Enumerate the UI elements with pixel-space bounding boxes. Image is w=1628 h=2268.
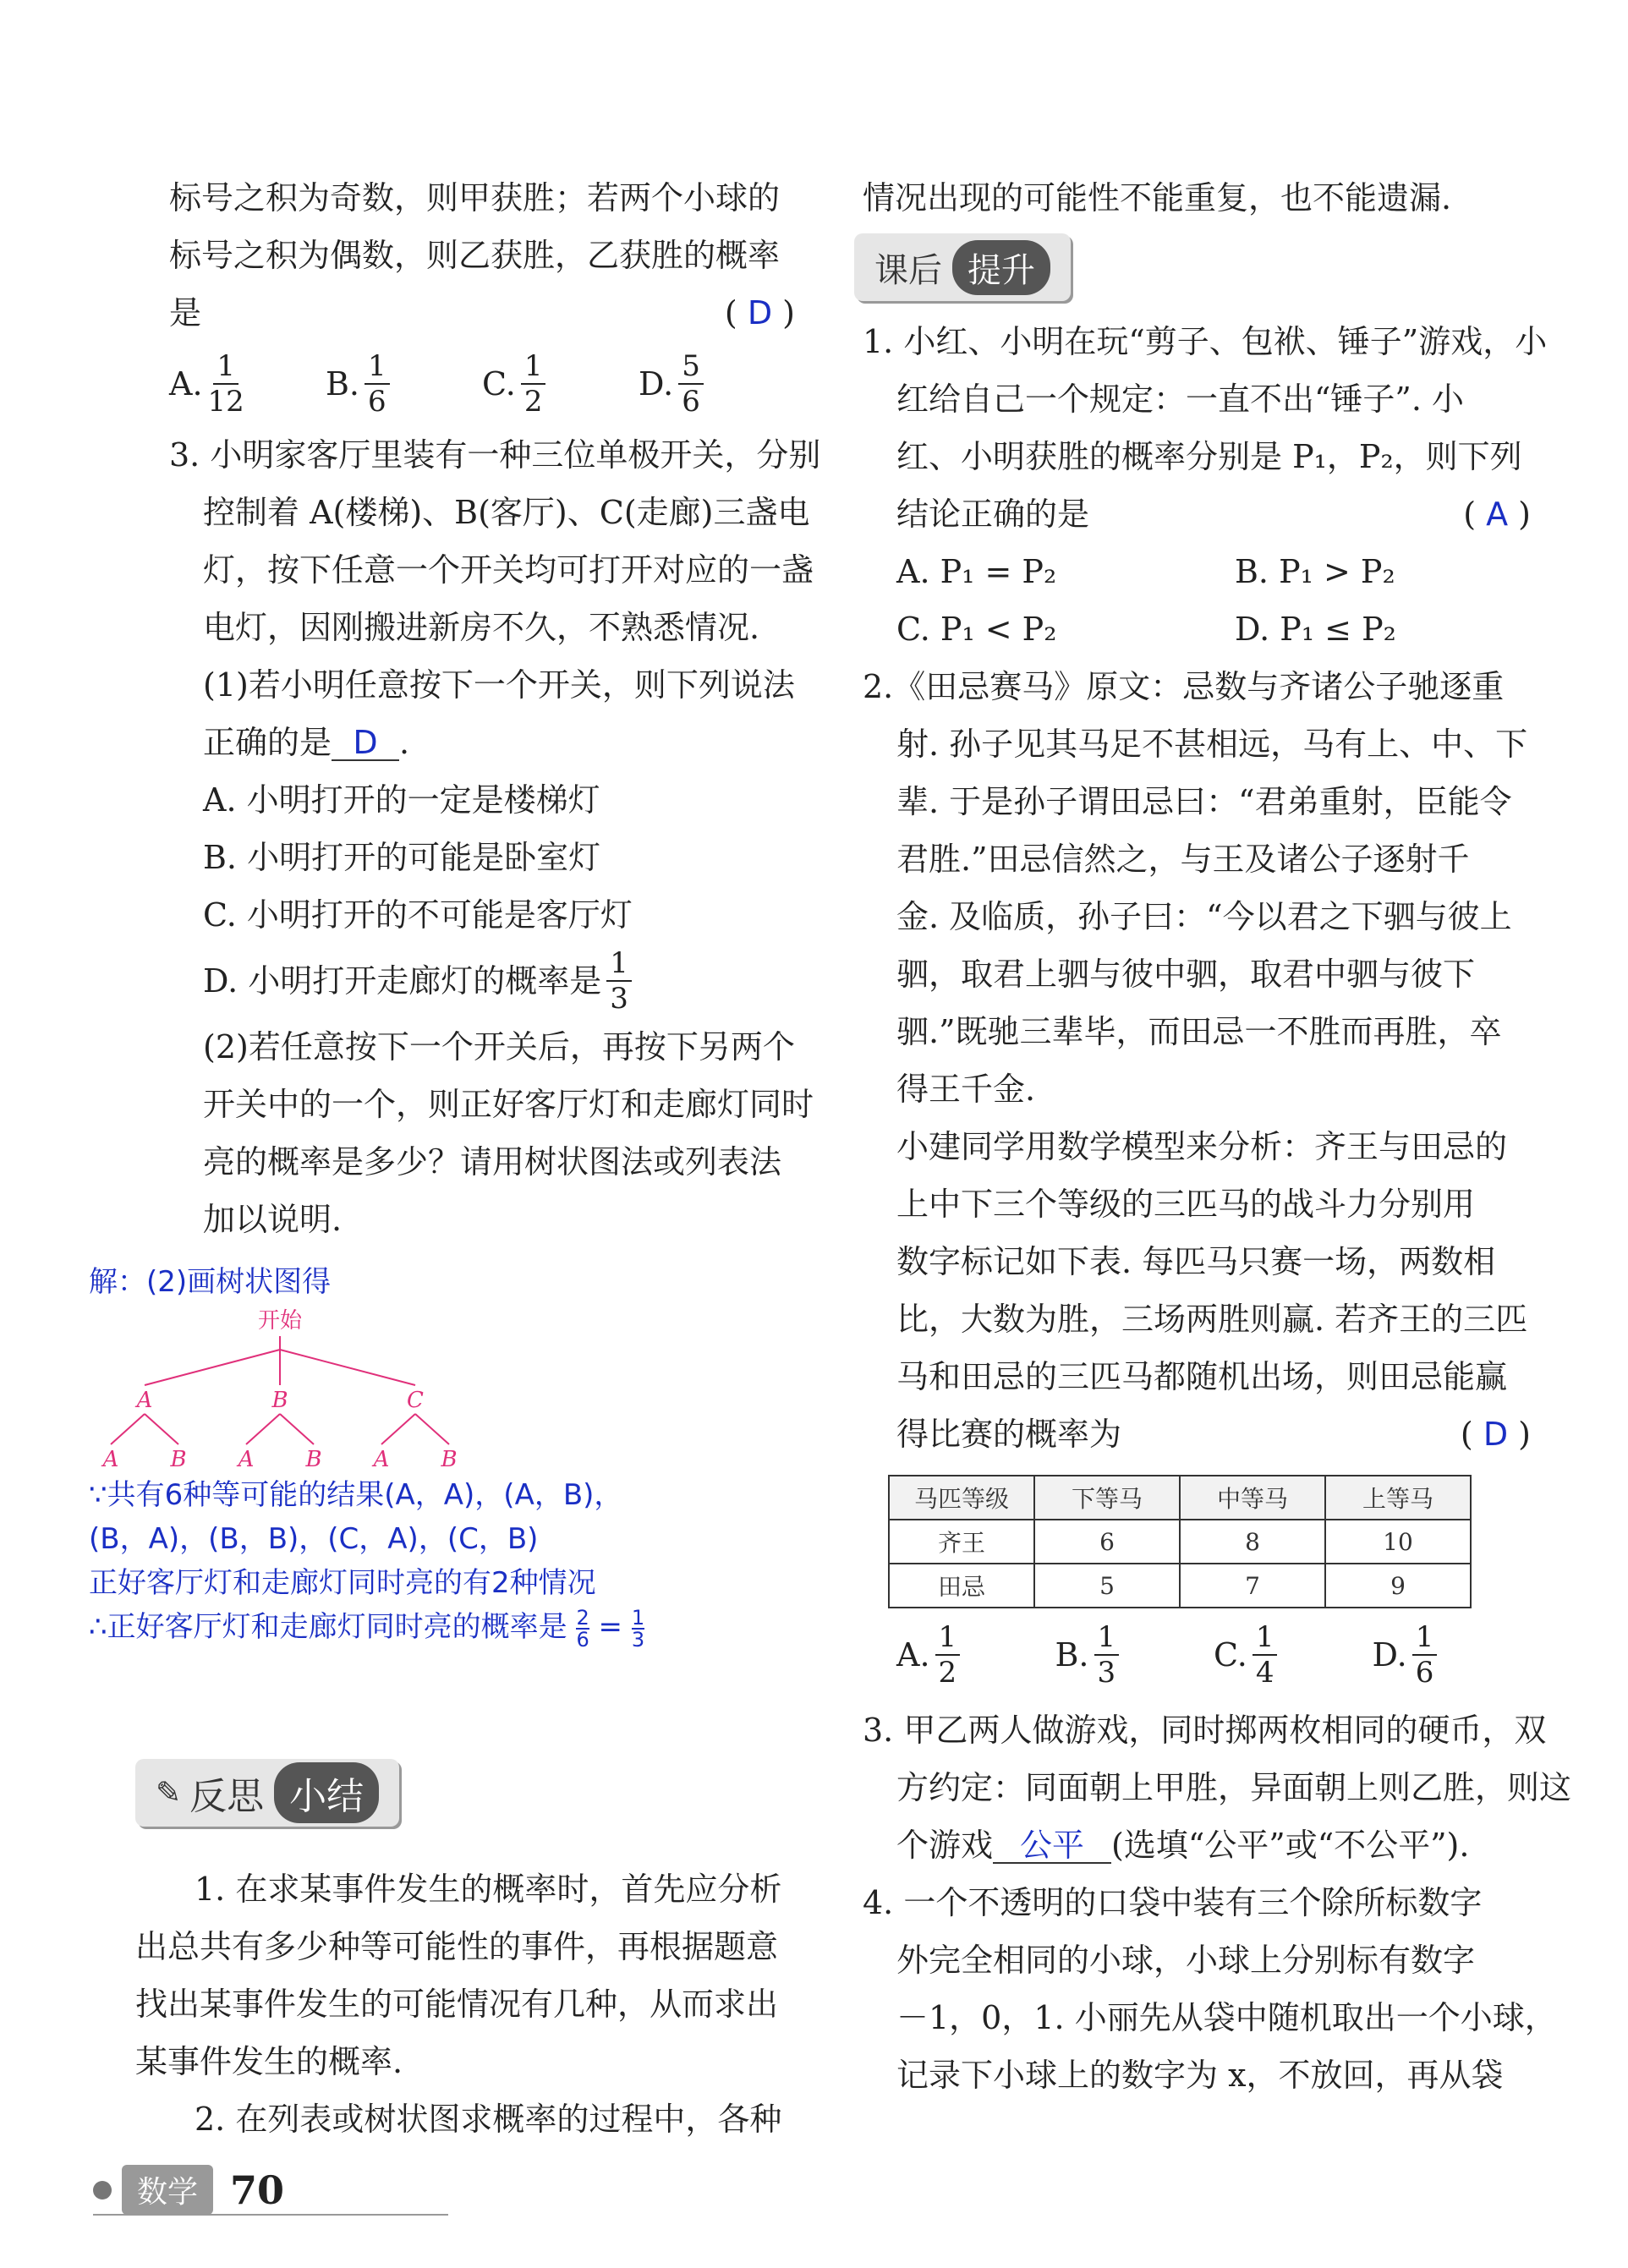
- rq1-option-c: C. P₁ < P₂: [896, 611, 1057, 648]
- tree-node-l1: B: [271, 1388, 288, 1413]
- option-fraction: [1412, 1620, 1438, 1690]
- solution-fraction: [576, 1605, 589, 1652]
- bullet-icon: [93, 2181, 112, 2200]
- q2-cont-line: 标号之积为奇数，则甲获胜；若两个小球的: [169, 179, 781, 216]
- q2-option-c: [482, 349, 639, 419]
- q2-answer: D: [747, 294, 773, 331]
- table-row: [889, 1520, 1471, 1564]
- q3-2-line: 加以说明.: [203, 1201, 343, 1238]
- q2-cont-text: 是: [169, 294, 202, 331]
- page-footer: [93, 2165, 284, 2215]
- pen-icon: ✎: [156, 1775, 182, 1811]
- reflect-section: [135, 1759, 803, 2148]
- page-number: 70: [230, 2167, 285, 2213]
- q3-1-line: 正确的是 D .: [203, 724, 410, 761]
- reflect-highlight: 小结: [274, 1762, 379, 1823]
- rq1-answer-paren: ( A ): [1463, 496, 1531, 533]
- rq1-line: 红、小明获胜的概率分别是 P₁，P₂，则下列: [896, 438, 1522, 475]
- fraction-den: 3: [1097, 1656, 1116, 1690]
- after-class-banner-wrap: [854, 233, 1531, 301]
- rq2-answer: D: [1483, 1416, 1509, 1453]
- option-label: C.: [482, 365, 516, 403]
- q3-1-option-b: B. 小明打开的可能是卧室灯: [203, 839, 601, 876]
- q3-1-option-c: C. 小明打开的不可能是客厅灯: [203, 896, 633, 934]
- option-label: C.: [1214, 1636, 1247, 1674]
- rq2-line: 君胜.”田忌信然之，与王及诸公子逐射千: [896, 841, 1470, 878]
- option-fraction: [935, 1620, 961, 1690]
- rq1-option-d: D. P₁ ≤ P₂: [1235, 611, 1396, 648]
- fraction-den: 2: [523, 385, 543, 419]
- rq3-line: [863, 1816, 1531, 1874]
- rq2-line: 上中下三个等级的三匹马的战斗力分别用: [896, 1186, 1476, 1223]
- rq4-line: 外完全相同的小球，小球上分别标有数字: [896, 1942, 1476, 1979]
- table-row: [889, 1564, 1471, 1608]
- solution-final: [89, 1605, 782, 1650]
- footer-rule: [93, 2214, 448, 2216]
- rq2-line: 驷.”既驰三辈毕，而田忌一不胜而再胜，卒: [896, 1013, 1502, 1050]
- reflect-line: 某事件发生的概率.: [135, 2043, 403, 2080]
- q3-line: 电灯，因刚搬进新房不久，不熟悉情况.: [203, 609, 760, 646]
- fraction-den: 4: [1255, 1656, 1274, 1690]
- option-label: B.: [326, 365, 360, 403]
- q2-option-a: [169, 349, 326, 419]
- solution-fraction: [631, 1605, 645, 1652]
- q3-1-option-d-text: D. 小明打开走廊灯的概率是: [203, 962, 602, 1000]
- fraction-den: 6: [368, 385, 386, 419]
- fraction-den: 2: [938, 1656, 957, 1690]
- rq2-line: 得王千金.: [896, 1071, 1036, 1108]
- q3-2-line: 亮的概率是多少？请用树状图法或列表法: [203, 1143, 782, 1181]
- rq4-line: －1，0，1. 小丽先从袋中随机取出一个小球，: [896, 1999, 1557, 2036]
- q3-line: 灯，按下任意一个开关均可打开对应的一盏: [203, 551, 814, 589]
- tree-edge: [145, 1414, 178, 1444]
- rq4-line: 记录下小球上的数字为 x，不放回，再从袋: [896, 2057, 1504, 2094]
- q3-1-text: 正确的是: [203, 724, 332, 761]
- option-fraction: [1094, 1620, 1120, 1690]
- table-header: 中等马: [1180, 1476, 1325, 1520]
- rq2-option-b: [1055, 1620, 1214, 1690]
- table-header: 马匹等级: [889, 1476, 1034, 1520]
- rq3-line: 方约定：同面朝上甲胜，异面朝上则乙胜，则这: [896, 1769, 1572, 1806]
- rq2-option-c: [1214, 1620, 1373, 1690]
- rq2-line: 金. 及临质，孙子曰：“今以君之下驷与彼上: [896, 898, 1512, 935]
- fraction-num: 1: [365, 349, 390, 385]
- fraction-num: 1: [1253, 1620, 1278, 1656]
- fraction-num: 1: [631, 1605, 645, 1630]
- tree-edge: [381, 1414, 415, 1444]
- solution-line: ∵共有6种等可能的结果(A，A)，(A，B)，: [89, 1478, 623, 1512]
- fraction-num: 5: [678, 349, 704, 385]
- fraction-den: 6: [1415, 1656, 1434, 1690]
- solution-line: 正好客厅灯和走廊灯同时亮的有2种情况: [89, 1566, 596, 1600]
- reflect-title: 反思: [189, 1775, 265, 1818]
- rq1-line: 红给自己一个规定：一直不出“锤子”. 小: [896, 381, 1465, 418]
- option-label: B.: [1055, 1636, 1089, 1674]
- rq2-line: [863, 1405, 1531, 1463]
- fraction-num: 1: [1094, 1620, 1120, 1656]
- rq3-prefix: 个游戏: [896, 1827, 994, 1864]
- table-header: 下等马: [1034, 1476, 1180, 1520]
- rq2-line: 射. 孙子见其马足不甚相远，马有上、中、下: [896, 726, 1528, 763]
- option-fraction: [365, 349, 390, 419]
- tree-node-l1: C: [407, 1388, 424, 1413]
- table-header-row: [889, 1476, 1471, 1520]
- option-label: D.: [639, 365, 674, 403]
- solution-equals: =: [598, 1610, 623, 1644]
- fraction-num: 1: [521, 349, 546, 385]
- option-label: A.: [169, 365, 203, 403]
- rq2-answer-paren: ( D ): [1460, 1416, 1531, 1453]
- reflect-line: 1. 在求某事件发生的概率时，首先应分析: [195, 1871, 782, 1908]
- option-label: A.: [896, 1636, 930, 1674]
- horse-table: [888, 1475, 1472, 1608]
- tree-node-l2: A: [102, 1447, 119, 1472]
- cont-line: 情况出现的可能性不能重复，也不能遗漏.: [863, 179, 1452, 216]
- rq2-option-d: [1373, 1620, 1532, 1690]
- after-class-banner: [854, 233, 1071, 301]
- fraction-den: 3: [610, 982, 628, 1016]
- option-fraction: [678, 349, 704, 419]
- q2-cont-line: [169, 284, 795, 342]
- fraction-num: 1: [213, 349, 238, 385]
- table-cell: 田忌: [889, 1564, 1034, 1608]
- rq2-line: 数字标记如下表. 每匹马只赛一场，两数相: [896, 1243, 1496, 1280]
- tree-diagram: [89, 1304, 478, 1473]
- tree-node-l2: B: [441, 1447, 458, 1472]
- q3-1-answer: D: [332, 726, 399, 761]
- option-fraction: [1253, 1620, 1278, 1690]
- solution-final-text: ∴正好客厅灯和走廊灯同时亮的概率是: [89, 1610, 567, 1644]
- table-cell: 10: [1325, 1520, 1471, 1564]
- reflect-line: 找出某事件发生的可能情况有几种，从而求出: [135, 1986, 779, 2023]
- q3-1-option-a: A. 小明打开的一定是楼梯灯: [203, 781, 600, 819]
- rq1-option-a: A. P₁ = P₂: [896, 553, 1057, 590]
- tree-edge: [246, 1414, 280, 1444]
- q2-cont-line: 标号之积为偶数，则乙获胜，乙获胜的概率: [169, 237, 781, 274]
- fraction-num: 1: [1412, 1620, 1438, 1656]
- table-cell: 7: [1180, 1564, 1325, 1608]
- rq2-line: 马和田忌的三匹马都随机出场，则田忌能赢: [896, 1358, 1508, 1395]
- q2-option-b: [326, 349, 482, 419]
- rq1-line: [863, 485, 1531, 543]
- solution-block: [89, 1260, 782, 1650]
- tree-node-l2: A: [238, 1447, 255, 1472]
- q2-options: [169, 342, 795, 426]
- rq1-options-row: [863, 543, 1531, 600]
- q3-2-line: (2)若任意按下一个开关后，再按下另两个: [203, 1028, 795, 1066]
- tree-node-l2: A: [373, 1447, 390, 1472]
- rq1-options-row: [863, 600, 1531, 658]
- rq2-line: 2.《田忌赛马》原文：忌数与齐诸公子驰逐重: [863, 668, 1505, 705]
- table-cell: 8: [1180, 1520, 1325, 1564]
- reflect-line: 2. 在列表或树状图求概率的过程中，各种: [195, 2101, 782, 2138]
- tree-edge: [145, 1350, 280, 1385]
- rq1-text: 结论正确的是: [896, 496, 1090, 533]
- rq1-answer: A: [1486, 496, 1509, 533]
- rq3-line: 3. 甲乙两人做游戏，同时掷两枚相同的硬币，双: [863, 1712, 1547, 1749]
- table-cell: 9: [1325, 1564, 1471, 1608]
- table-header: 上等马: [1325, 1476, 1471, 1520]
- q3-line: 控制着 A(楼梯)、B(客厅)、C(走廊)三盏电: [203, 494, 810, 531]
- fraction-den: 12: [207, 385, 244, 419]
- rq3-suffix: (选填“公平”或“不公平”).: [1111, 1827, 1470, 1864]
- q3-2-line: 开关中的一个，则正好客厅灯和走廊灯同时: [203, 1086, 814, 1123]
- rq2-options: [863, 1608, 1531, 1701]
- banner-highlight: 提升: [952, 240, 1050, 295]
- table-cell: 齐王: [889, 1520, 1034, 1564]
- rq4-line: 4. 一个不透明的口袋中装有三个除所标数字: [863, 1884, 1483, 1921]
- table-cell: 5: [1034, 1564, 1180, 1608]
- tree-node-l2: B: [170, 1447, 187, 1472]
- q2-option-d: [639, 349, 795, 419]
- option-fraction: [521, 349, 546, 419]
- tree-node-l2: B: [305, 1447, 322, 1472]
- reflect-line: 出总共有多少种等可能性的事件，再根据题意: [135, 1928, 779, 1965]
- solution-intro: 解：(2)画树状图得: [89, 1265, 332, 1299]
- tree-node-l1: A: [136, 1388, 153, 1413]
- rq1-option-b: B. P₁ > P₂: [1235, 553, 1395, 590]
- solution-line: (B，A)，(B，B)，(C，A)，(C，B): [89, 1522, 539, 1556]
- rq2-line: 驷，取君上驷与彼中驷，取君中驷与彼下: [896, 956, 1476, 993]
- q3-1-option-d: [169, 944, 795, 1018]
- fraction-num: 1: [935, 1620, 961, 1656]
- option-fraction: [606, 946, 632, 1016]
- option-label: D.: [1372, 1636, 1407, 1674]
- reflect-banner: [135, 1759, 399, 1827]
- fraction-den: 6: [576, 1627, 589, 1652]
- rq2-line: 比，大数为胜，三场两胜则赢. 若齐王的三匹: [896, 1301, 1528, 1338]
- subject-tab: 数学: [122, 2165, 213, 2215]
- tree-edge: [415, 1414, 449, 1444]
- tree-edge: [280, 1350, 415, 1385]
- right-column: [863, 169, 1572, 2104]
- rq2-option-a: [896, 1620, 1055, 1690]
- rq3-answer: 公平: [993, 1828, 1111, 1864]
- fraction-num: 2: [576, 1605, 589, 1630]
- tree-edge: [111, 1414, 145, 1444]
- table-cell: 6: [1034, 1520, 1180, 1564]
- fraction-den: 3: [631, 1627, 645, 1652]
- fraction-num: 1: [606, 946, 632, 982]
- left-column: [169, 169, 821, 1248]
- option-fraction: [208, 349, 244, 419]
- q3-line: 3. 小明家客厅里装有一种三位单极开关，分别: [169, 436, 821, 474]
- fraction-den: 6: [682, 385, 700, 419]
- rq2-line: 辈. 于是孙子谓田忌曰：“君弟重射，臣能令: [896, 783, 1512, 820]
- banner-title: 课后: [874, 250, 942, 290]
- tree-edge: [280, 1414, 314, 1444]
- rq1-line: 1. 小红、小明在玩“剪子、包袱、锤子”游戏，小: [863, 323, 1548, 360]
- q3-1-line: (1)若小明任意按下一个开关，则下列说法: [203, 666, 795, 704]
- q2-answer-paren: ( D ): [724, 294, 795, 331]
- tree-root: 开始: [257, 1308, 303, 1334]
- rq2-text: 得比赛的概率为: [896, 1416, 1122, 1453]
- rq2-line: 小建同学用数学模型来分析：齐王与田忌的: [896, 1128, 1508, 1165]
